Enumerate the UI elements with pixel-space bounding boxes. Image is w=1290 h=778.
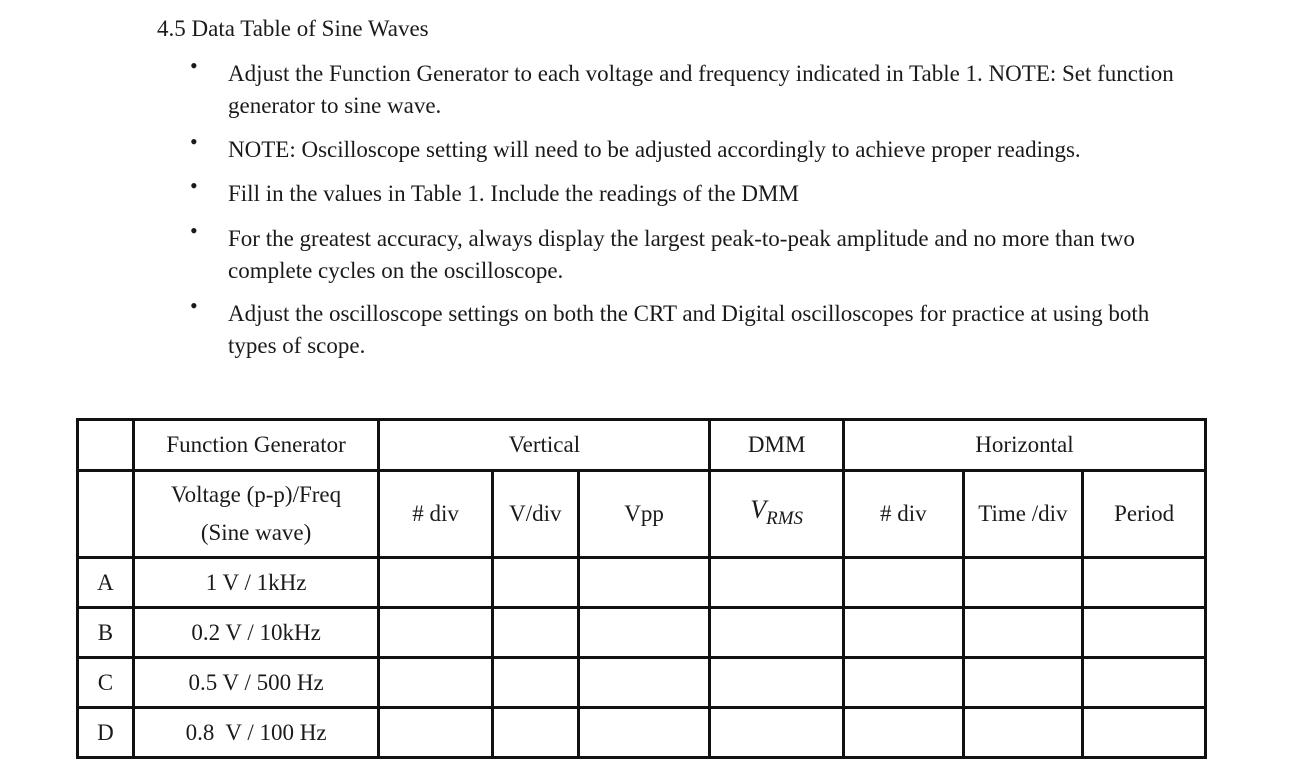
table-sub-header-row [78, 471, 1206, 558]
table-group-header-row [78, 420, 1206, 471]
setting-cell: 0.8 V / 100 Hz [133, 708, 379, 758]
row-label-header-cell [78, 420, 134, 471]
function-generator-header: Function Generator [133, 420, 379, 471]
time-per-div-cell[interactable] [963, 608, 1083, 658]
vrms-header [710, 471, 844, 558]
time-per-div-cell[interactable] [963, 708, 1083, 758]
row-label: C [78, 658, 134, 708]
vpp-cell[interactable] [578, 658, 710, 708]
horizontal-header: Horizontal [843, 420, 1205, 471]
bullet-marker: • [190, 218, 198, 243]
row-label-subheader-cell [78, 471, 134, 558]
period-header: Period [1083, 471, 1206, 558]
table-row [78, 658, 1206, 708]
voltage-freq-header-line1: Voltage (p-p)/Freq [171, 482, 342, 507]
instruction-text: NOTE: Oscilloscope setting will need to be adjusted accordingly to achieve proper readings. [228, 137, 1081, 162]
row-label: B [78, 608, 134, 658]
instruction-text: Fill in the values in Table 1. Include the readings of the DMM [228, 181, 799, 206]
volts-per-div-cell[interactable] [492, 558, 578, 608]
voltage-freq-header [133, 471, 379, 558]
horizontal-div-count-cell[interactable] [843, 708, 963, 758]
list-item [190, 53, 1190, 122]
horizontal-div-count-header: # div [843, 471, 963, 558]
vrms-cell[interactable] [710, 558, 844, 608]
vertical-div-count-cell[interactable] [379, 608, 493, 658]
row-label: A [78, 558, 134, 608]
vertical-div-count-cell[interactable] [379, 708, 493, 758]
vertical-header: Vertical [379, 420, 710, 471]
volts-per-div-header: V/div [492, 471, 578, 558]
horizontal-div-count-cell[interactable] [843, 558, 963, 608]
row-label: D [78, 708, 134, 758]
time-per-div-cell[interactable] [963, 658, 1083, 708]
volts-per-div-cell[interactable] [492, 608, 578, 658]
instruction-text: Adjust the oscilloscope settings on both the CRT and Digital oscilloscopes for practice at using both types of scope. [228, 301, 1150, 358]
time-per-div-header: Time /div [963, 471, 1083, 558]
vpp-cell[interactable] [578, 558, 710, 608]
vpp-cell[interactable] [578, 708, 710, 758]
vrms-cell[interactable] [710, 658, 844, 708]
dmm-header: DMM [710, 420, 844, 471]
bullet-marker: • [190, 129, 198, 154]
list-item [190, 129, 1190, 166]
list-item [190, 218, 1190, 287]
instruction-text: Adjust the Function Generator to each voltage and frequency indicated in Table 1. NOTE: Set function generator to sine wave. [228, 61, 1174, 118]
list-item [190, 173, 1190, 210]
instruction-text: For the greatest accuracy, always display the largest peak-to-peak amplitude and no more than two complete cycles on the oscilloscope. [228, 226, 1135, 283]
period-cell[interactable] [1083, 708, 1206, 758]
setting-cell: 0.2 V / 10kHz [133, 608, 379, 658]
bullet-marker: • [190, 293, 198, 318]
vertical-div-count-header: # div [379, 471, 493, 558]
vertical-div-count-cell[interactable] [379, 558, 493, 608]
bullet-marker: • [190, 173, 198, 198]
vrms-subscript: RMS [766, 507, 804, 529]
sine-wave-data-table [76, 418, 1207, 759]
volts-per-div-cell[interactable] [492, 708, 578, 758]
list-item [190, 293, 1190, 362]
vrms-cell[interactable] [710, 608, 844, 658]
period-cell[interactable] [1083, 558, 1206, 608]
section-title: 4.5 Data Table of Sine Waves [157, 16, 429, 41]
vrms-symbol: V [750, 494, 767, 524]
horizontal-div-count-cell[interactable] [843, 658, 963, 708]
setting-cell: 0.5 V / 500 Hz [133, 658, 379, 708]
bullet-marker: • [190, 53, 198, 78]
table-row [78, 708, 1206, 758]
vpp-header: Vpp [578, 471, 710, 558]
vrms-cell[interactable] [710, 708, 844, 758]
period-cell[interactable] [1083, 608, 1206, 658]
table-row [78, 558, 1206, 608]
vertical-div-count-cell[interactable] [379, 658, 493, 708]
time-per-div-cell[interactable] [963, 558, 1083, 608]
vpp-cell[interactable] [578, 608, 710, 658]
volts-per-div-cell[interactable] [492, 658, 578, 708]
period-cell[interactable] [1083, 658, 1206, 708]
voltage-freq-header-line2: (Sine wave) [200, 520, 312, 545]
table-row [78, 608, 1206, 658]
setting-cell: 1 V / 1kHz [133, 558, 379, 608]
horizontal-div-count-cell[interactable] [843, 608, 963, 658]
